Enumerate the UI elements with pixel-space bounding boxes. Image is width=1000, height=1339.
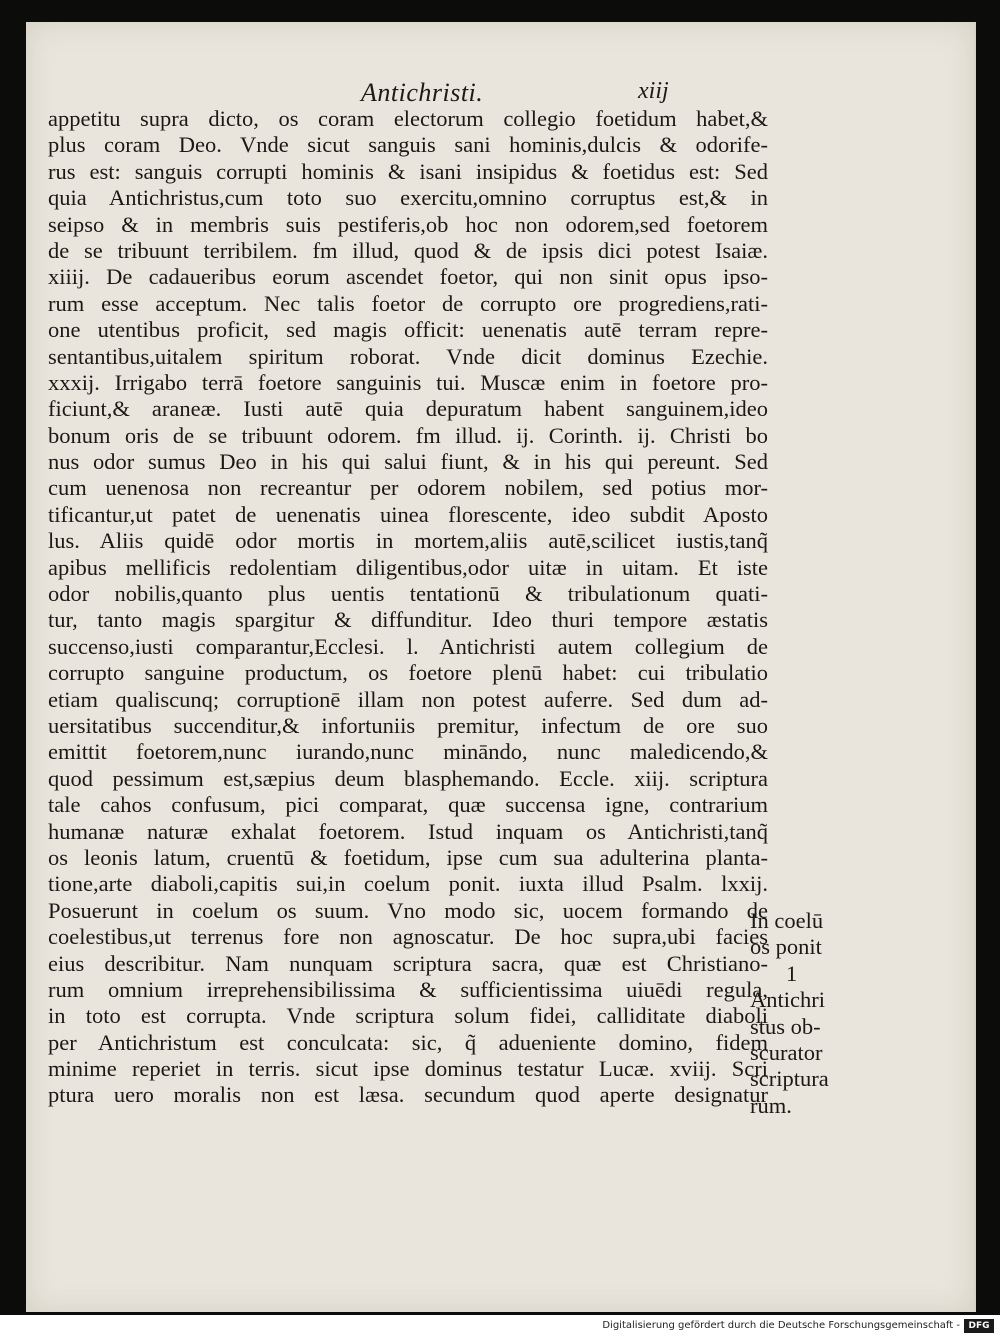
marginal-note-line: rum. [750,1092,792,1118]
marginal-note-line: scriptura [750,1066,829,1092]
text-line: bonum oris de se tribuunt odorem. fm illud. ij. Corinth. ij. Christi bo [48,422,768,448]
text-line: one utentibus proficit, sed magis officit: uenenatis autē terram repre- [48,317,768,343]
marginal-note-line: os ponit [750,934,822,960]
digitization-footer [0,1315,1000,1339]
text-line: ptura uero moralis non est læsa. secundum quod aperte designatur [48,1082,768,1108]
text-line: humanæ naturæ exhalat foetorem. Istud inquam os Antichristi,tanq̃ [48,818,768,844]
text-line: appetitu supra dicto, os coram electorum collegio foetidum habet,& [48,106,768,131]
text-line: nus odor sumus Deo in his qui salui fiunt, & in his qui pereunt. Sed [48,449,768,475]
text-line: quod pessimum est,sæpius deum blasphemando. Eccle. xiij. scriptura [48,765,768,791]
funding-credit: Digitalisierung gefördert durch die Deutsche Forschungsgemeinschaft - [602,1320,960,1331]
text-line: odor nobilis,quanto plus uentis tentationū & tribulationum quati- [48,581,768,607]
text-line: coelestibus,ut terrenus fore non agnoscatur. De hoc supra,ubi facies [48,924,768,950]
text-line: Posuerunt in coelum os suum. Vno modo sic, uocem formando de [48,897,768,923]
text-line: os leonis latum, cruentū & foetidum, ipse cum sua adulterina planta- [48,844,768,870]
marginal-note-line: 1 [786,960,798,986]
text-line: seipso & in membris suis pestiferis,ob hoc non odorem,sed foetorem [48,211,768,237]
text-line: sentantibus,uitalem spiritum roborat. Vnde dicit dominus Ezechie. [48,343,768,369]
text-line: tur, tanto magis spargitur & diffunditur. Ideo thuri tempore æstatis [48,607,768,633]
text-line: uersitatibus succenditur,& infortuniis premitur, infectum de ore suo [48,712,768,738]
text-line: rum esse acceptum. Nec talis foetor de corrupto ore progrediens,rati- [48,290,768,316]
text-line: etiam qualiscunq; corruptionē illam non potest auferre. Sed dum ad- [48,686,768,712]
folio-number: xiij [638,78,669,104]
text-line: plus coram Deo. Vnde sicut sanguis sani hominis,dulcis & odorife- [48,132,768,158]
text-line: quia Antichristus,cum toto suo exercitu,omnino corruptus est,& in [48,185,768,211]
text-line: tale cahos confusum, pici comparat, quæ succensa igne, contrarium [48,792,768,818]
text-line: ficiunt,& araneæ. Iusti autē quia depuratum habent sanguinem,ideo [48,396,768,422]
text-line: rus est: sanguis corrupti hominis & isani insipidus & foetidus est: Sed [48,158,768,184]
text-line: xxxij. Irrigabo terrā foetore sanguinis tui. Muscæ enim in foetore pro- [48,369,768,395]
marginal-note-line: Antichri [750,987,825,1013]
text-line: corrupto sanguine productum, os foetore plenū habet: cui tribulatio [48,660,768,686]
text-line: xiiij. De cadaueribus eorum ascendet foetor, qui non sinit opus ipso- [48,264,768,290]
text-line: eius describitur. Nam nunquam scriptura sacra, quæ est Christiano- [48,950,768,976]
body-text [48,106,768,1109]
text-line: in toto est corrupta. Vnde scriptura solum fidei, calliditate diaboli [48,1003,768,1029]
marginal-note [750,908,860,1119]
book-page [26,22,976,1312]
text-line: emittit foetorem,nunc iurando,nunc mināndo, nunc maledicendo,& [48,739,768,765]
text-line: cum uenenosa non recreantur per odorem nobilem, sed potius mor- [48,475,768,501]
dfg-logo: DFG [964,1319,994,1333]
text-line: de se tribuunt terribilem. fm illud, quod & de ipsis dici potest Isaiæ. [48,237,768,263]
marginal-note-line: stus ob- [750,1013,821,1039]
text-line: succenso,iusti comparantur,Ecclesi. l. Antichristi autem collegium de [48,633,768,659]
marginal-note-line: scurator [750,1039,823,1065]
text-line: apibus mellificis redolentiam diligentibus,odor uitæ in uitam. Et iste [48,554,768,580]
text-line: tione,arte diaboli,capitis sui,in coelum ponit. iuxta illud Psalm. lxxij. [48,871,768,897]
text-line: rum omnium irreprehensibilissima & sufficientissima uiuēdi regula, [48,976,768,1002]
text-line: tificantur,ut patet de uenenatis uinea florescente, ideo subdit Aposto [48,501,768,527]
text-line: per Antichristum est conculcata: sic, q̃ adueniente domino, fidem [48,1029,768,1055]
running-title: Antichristi. [361,78,484,107]
marginal-note-line: In coelū [750,908,824,933]
text-line: minime reperiet in terris. sicut ipse dominus testatur Lucæ. xviij. Scri [48,1056,768,1082]
text-line: lus. Aliis quidē odor mortis in mortem,aliis autē,scilicet iustis,tanq̃ [48,528,768,554]
